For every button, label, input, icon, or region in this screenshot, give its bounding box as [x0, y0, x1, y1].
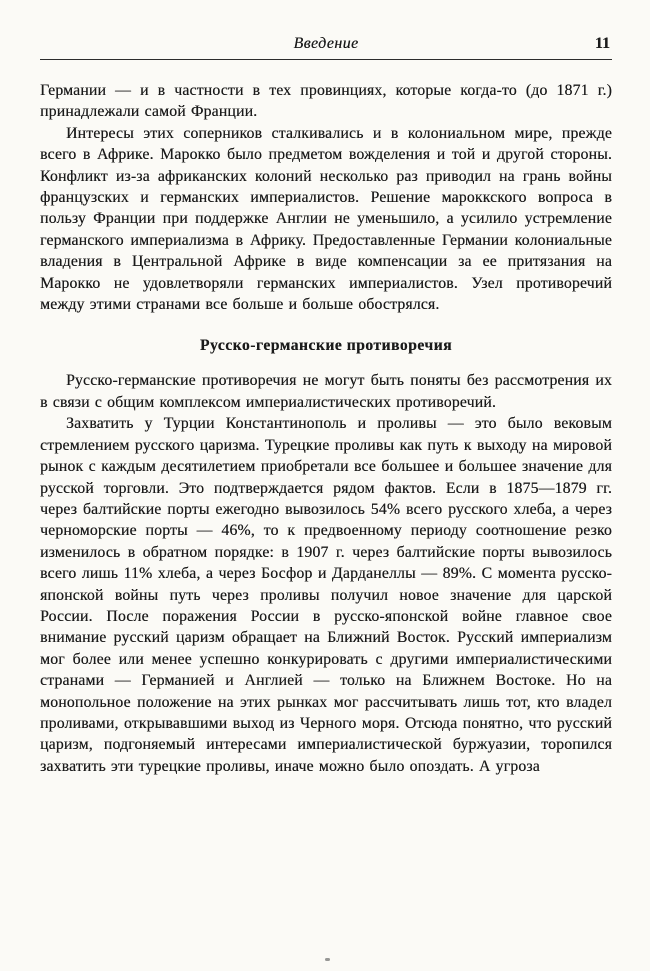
paragraph: Русско-германские противоречия не могут быть поняты без рассмотрения их в связи с общим комплексом империалистических противоречий.: [40, 372, 612, 411]
paragraph: Захватить у Турции Константинополь и проливы — это было вековым стремлением русского царизма. Турецкие проливы как путь к выходу на мировой рынок с каждым десятилетием приобретали все большее и большее значение для русской торговли. Это подтверждается рядом фактов. Если в 1875—1879 гг. через балтийские порты ежегодно вывозилось 54% всего русского хлеба, а через черноморские порты — 46%, то к предвоенному периоду соотношение резко изменилось в обратном порядке: в 1907 г. через балтийские порты вывозилось всего лишь 11% хлеба, а через Босфор и Дарданеллы — 89%. С момента русско-японской войны путь через проливы получил новое значение для царской России. После поражения России в русско-японской войне главное свое внимание русский царизм обращает на Ближний Восток. Русский империализм мог более или менее успешно конкурировать с другими империалистическими странами — Германией и Англией — только на Ближнем Востоке. Но на монопольное положение на этих рынках мог рассчитывать лишь тот, кто владел проливами, открывавшими выход из Черного моря. Отсюда понятно, что русский царизм, подгоняемый интересами империалистической буржуазии, торопился захватить эти турецкие проливы, иначе можно было опоздать. А угроза: [40, 415, 612, 775]
paragraph-continuation: Германии — и в частности в тех провинциях, которые когда-то (до 1871 г.) принадлежали самой Франции.: [40, 82, 612, 121]
section-heading: Русско-германские противоречия: [199, 337, 453, 355]
page-number: 11: [594, 35, 610, 52]
scan-artifact-mark: [325, 958, 330, 961]
header-rule: [40, 59, 612, 60]
page-header: [40, 34, 612, 54]
page-body: [40, 80, 612, 777]
running-title: Введение: [293, 35, 359, 52]
paragraph: Интересы этих соперников сталкивались и в колониальном мире, прежде всего в Африке. Марокко было предметом вожделения и той и другой стороны. Конфликт из-за африканских колоний несколько раз приводил на грань войны французских и германских империалистов. Решение мароккского вопроса в пользу Франции при поддержке Англии не уменьшило, а усилило устремление германского империализма в Африку. Предоставленные Германии колониальные владения в Центральной Африке в виде компенсации за ее притязания на Марокко не удовлетворяли германских империалистов. Узел противоречий между этими странами все больше и больше обострялся.: [40, 124, 612, 314]
